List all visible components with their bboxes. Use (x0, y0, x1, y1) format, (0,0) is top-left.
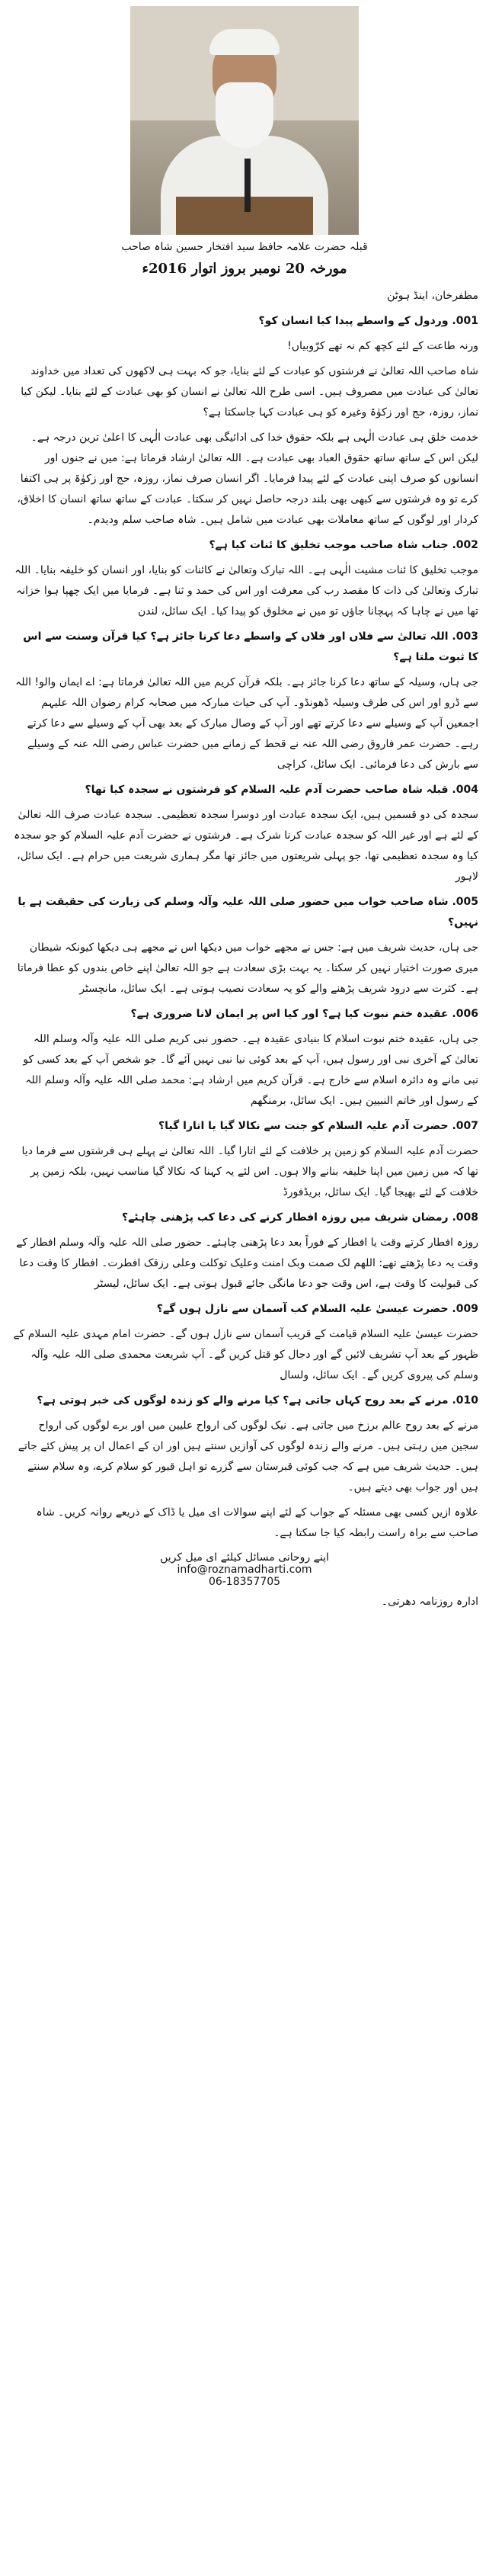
question-008: 008. رمضان شریف میں روزہ افطار کرنے کی دعا کب پڑھنی چاہئے؟ (122, 1211, 478, 1224)
answer-003: جی ہاں، وسیلہ کے ساتھ دعا کرنا جائز ہے۔ بلکہ قرآن کریم میں اللہ تعالیٰ فرماتا ہے: اے ایمان والو! اللہ سے ڈرو اور اس کی طرف وسیلہ ڈھونڈو۔ آپ کی حیات مبارکہ میں صحابہ کرام رضوان اللہ علیہم اجمعین آپ کے وسیلے سے دعا کرتے تھے اور آپ کے وصال مبارک کے بعد بھی آپ کے وسیلے سے دعا کرتے رہے۔ حضرت عمر فاروق رضی اللہ عنہ نے قحط کے زمانے میں حضرت عباس رضی اللہ عنہ کے وسیلے سے بارش کی دعا فرمائی۔ ایک سائل، کراچی (15, 676, 478, 771)
question-003: 003. اللہ تعالیٰ سے فلاں اور فلاں کے واسطے دعا کرنا جائز ہے؟ کیا قرآن وسنت سے اس کا ثبوت ملتا ہے؟ (23, 630, 478, 663)
question-009: 009. حضرت عیسیٰ علیہ السلام کب آسمان سے نازل ہوں گے؟ (156, 1303, 478, 1315)
contact-block (0, 1551, 489, 1588)
answer-001: ورنہ طاعت کے لئے کچھ کم نہ تھے کرّوبیاں! (287, 340, 478, 352)
question-004: 004. قبلہ شاہ صاحب حضرت آدم علیہ السلام کو فرشتوں نے سجدہ کیا تھا؟ (85, 784, 478, 796)
photo-figure-cap (209, 29, 280, 55)
question-002: 002. جناب شاہ صاحب موجب تخلیق کا ئنات کیا ہے؟ (209, 539, 478, 551)
photo-figure-beard (216, 82, 273, 148)
closing-note: علاوہ ازیں کسی بھی مسئلہ کے جواب کے لئے اپنے سوالات ای میل یا ڈاک کے ذریعے روانہ کریں۔ شاہ صاحب سے براہ راست رابطہ کیا جا سکتا ہے۔ (36, 1506, 478, 1539)
portrait-photo (130, 6, 359, 235)
answer-001-detail: خدمت خلق ہی عبادت الٰہی ہے بلکہ حقوق خدا کی ادائیگی بھی عبادت الٰہی کا اعلیٰ ترین درجہ ہے۔ لیکن اس کے ساتھ ساتھ حقوق العباد بھی عبادت ہے۔ اللہ تعالیٰ ارشاد فرماتا ہے: میں نے جنوں اور انسانوں کو صرف اپنی عبادت کے لئے پیدا فرمایا۔ اگر انسان صرف نماز، روزہ، حج اور زکوٰۃ پر ہی اکتفا کرے تو وہ فرشتوں سے کبھی بھی بلند درجہ حاصل نہیں کر سکتا۔ عبادت کے ساتھ ساتھ انسان کا اخلاق، کردار اور لوگوں کے ساتھ معاملات بھی عبادت میں شامل ہیں۔ شاہ صاحب سلم ودیدم۔ (17, 431, 478, 526)
answer-007: حضرت آدم علیہ السلام کو زمین پر خلافت کے لئے اتارا گیا۔ اللہ تعالیٰ نے پہلے ہی فرشتوں سے فرما دیا تھا کہ میں زمین میں اپنا خلیفہ بنانے والا ہوں۔ اس لئے یہ کہنا کہ نکالا گیا مناسب نہیں، بلکہ زمین پر خلافت کے لئے بھیجا گیا۔ ایک سائل، بریڈفورڈ (21, 1145, 478, 1198)
contact-email-link[interactable]: info@roznamadharti.com (177, 1564, 312, 1576)
photo-caption: قبلہ حضرت علامہ حافظ سید افتخار حسین شاہ صاحب (121, 241, 368, 253)
answer-006: جی ہاں، عقیدہ ختم نبوت اسلام کا بنیادی عقیدہ ہے۔ حضور نبی کریم صلی اللہ علیہ وآلہ وسلم اللہ تعالیٰ کے آخری نبی اور رسول ہیں، آپ کے بعد کوئی نیا نبی نہیں آئے گا۔ جو شخص آپ کے بعد کسی کو نبی مانے وہ دائرہ اسلام سے خارج ہے۔ قرآن کریم میں ارشاد ہے: محمد صلی اللہ علیہ وآلہ وسلم اللہ کے رسول اور خاتم النبیین ہیں۔ ایک سائل، برمنگھم (23, 1033, 478, 1107)
article-body (0, 277, 489, 1544)
answer-001-continued: شاہ صاحب اللہ تعالیٰ نے فرشتوں کو عبادت کے لئے بنایا، جو کہ بہت ہی لاکھوں کی تعداد میں خداوند تعالیٰ کی عبادت میں مصروف ہیں۔ اسی طرح اللہ تعالیٰ نے انسان کو بھی عبادت کے لئے بنایا۔ لیکن کیا نماز، روزہ، حج اور زکوٰۃ وغیرہ کو ہی عبادت کہا جاسکتا ہے؟ (21, 365, 478, 419)
answer-002: موجب تخلیق کا ئنات مشیت الٰہی ہے۔ اللہ تبارک وتعالیٰ نے کائنات کو بنایا، اور انسان کو خلیفہ بنایا۔ اللہ تبارک وتعالیٰ کی ذات کا مقصد رب کی معرفت اور اس کی حمد و ثنا ہے۔ فرمایا میں ایک چھپا ہوا خزانہ تھا میں نے چاہا کہ پہچانا جاؤں تو میں نے مخلوق کو پیدا کیا۔ ایک سائل، لندن (14, 564, 478, 618)
question-001: 001. وردول کے واسطے پیدا کیا انسان کو؟ (258, 315, 478, 327)
answer-004: سجدہ کی دو قسمیں ہیں، ایک سجدہ عبادت اور دوسرا سجدہ تعظیمی۔ سجدہ عبادت صرف اللہ تعالیٰ کے لئے ہے اور غیر اللہ کو سجدہ عبادت کرنا شرک ہے۔ فرشتوں نے حضرت آدم علیہ السلام کو جو سجدہ کیا وہ سجدہ تعظیمی تھا، جو پہلی شریعتوں میں جائز تھا مگر ہماری شریعت میں حرام ہے۔ ایک سائل، لاہور (14, 809, 478, 883)
intro-line: مظفرخان، اینڈ ہوٹن (387, 290, 478, 302)
publisher-line: ادارہ روزنامہ دھرتی۔ (381, 1596, 478, 1608)
question-005: 005. شاہ صاحب خواب میں حضور صلی اللہ علیہ وآلہ وسلم کی زیارت کی حقیقت ہے یا نہیں؟ (18, 896, 478, 929)
answer-008: روزہ افطار کرتے وقت یا افطار کے فوراً بعد دعا پڑھنی چاہئے۔ حضور صلی اللہ علیہ وآلہ وسلم افطار کے وقت یہ دعا پڑھتے تھے: اللھم لک صمت وبک امنت وعلیک توکلت وعلی رزقک افطرت۔ افطار کا وقت دعا کی قبولیت کا وقت ہے، اس وقت جو دعا مانگی جائے قبول ہوتی ہے۔ ایک سائل، لیسٹر (16, 1237, 478, 1290)
answer-005: جی ہاں، حدیث شریف میں ہے: جس نے مجھے خواب میں دیکھا اس نے مجھے ہی دیکھا کیونکہ شیطان میری صورت اختیار نہیں کر سکتا۔ یہ بہت بڑی سعادت ہے جو اللہ تعالیٰ اپنے خاص بندوں کو عطا فرماتا ہے۔ کثرت سے درود شریف پڑھنے والے کو یہ سعادت نصیب ہوتی ہے۔ ایک سائل، مانچسٹر (17, 942, 478, 995)
question-010: 010. مرنے کے بعد روح کہاں جاتی ہے؟ کیا مرنے والے کو زندہ لوگوں کی خبر ہوتی ہے؟ (37, 1394, 478, 1407)
question-006: 006. عقیدہ ختم نبوت کیا ہے؟ اور کیا اس پر ایمان لانا ضروری ہے؟ (130, 1008, 478, 1020)
microphone-icon (244, 159, 251, 212)
answer-010: مرنے کے بعد روح عالم برزخ میں جاتی ہے۔ نیک لوگوں کی ارواح علیین میں اور برے لوگوں کی ارواح سجین میں رہتی ہیں۔ مرنے والے زندہ لوگوں کی آوازیں سنتے ہیں اور ان کے اعمال ان پر پیش کئے جاتے ہیں۔ حدیث شریف میں ہے کہ جب کوئی قبرستان سے گزرے تو اہل قبور کو سلام کرے، وہ سلام سنتے ہیں اور جواب بھی دیتے ہیں۔ (18, 1420, 478, 1493)
contact-label: اپنے روحانی مسائل کیلئے ای میل کریں (160, 1551, 329, 1564)
article-dateline: مورخہ 20 نومبر بروز اتوار 2016ء (142, 261, 347, 277)
question-007: 007. حضرت آدم علیہ السلام کو جنت سے نکالا گیا یا اتارا گیا؟ (158, 1120, 478, 1132)
answer-009: حضرت عیسیٰ علیہ السلام قیامت کے قریب آسمان سے نازل ہوں گے۔ حضرت امام مہدی علیہ السلام کے ظہور کے بعد آپ تشریف لائیں گے اور دجال کو قتل کریں گے۔ آپ شریعت محمدی صلی اللہ علیہ وآلہ وسلم کی پیروی کریں گے۔ ایک سائل، ولسال (13, 1328, 478, 1381)
contact-phone: 06-18357705 (208, 1576, 281, 1588)
